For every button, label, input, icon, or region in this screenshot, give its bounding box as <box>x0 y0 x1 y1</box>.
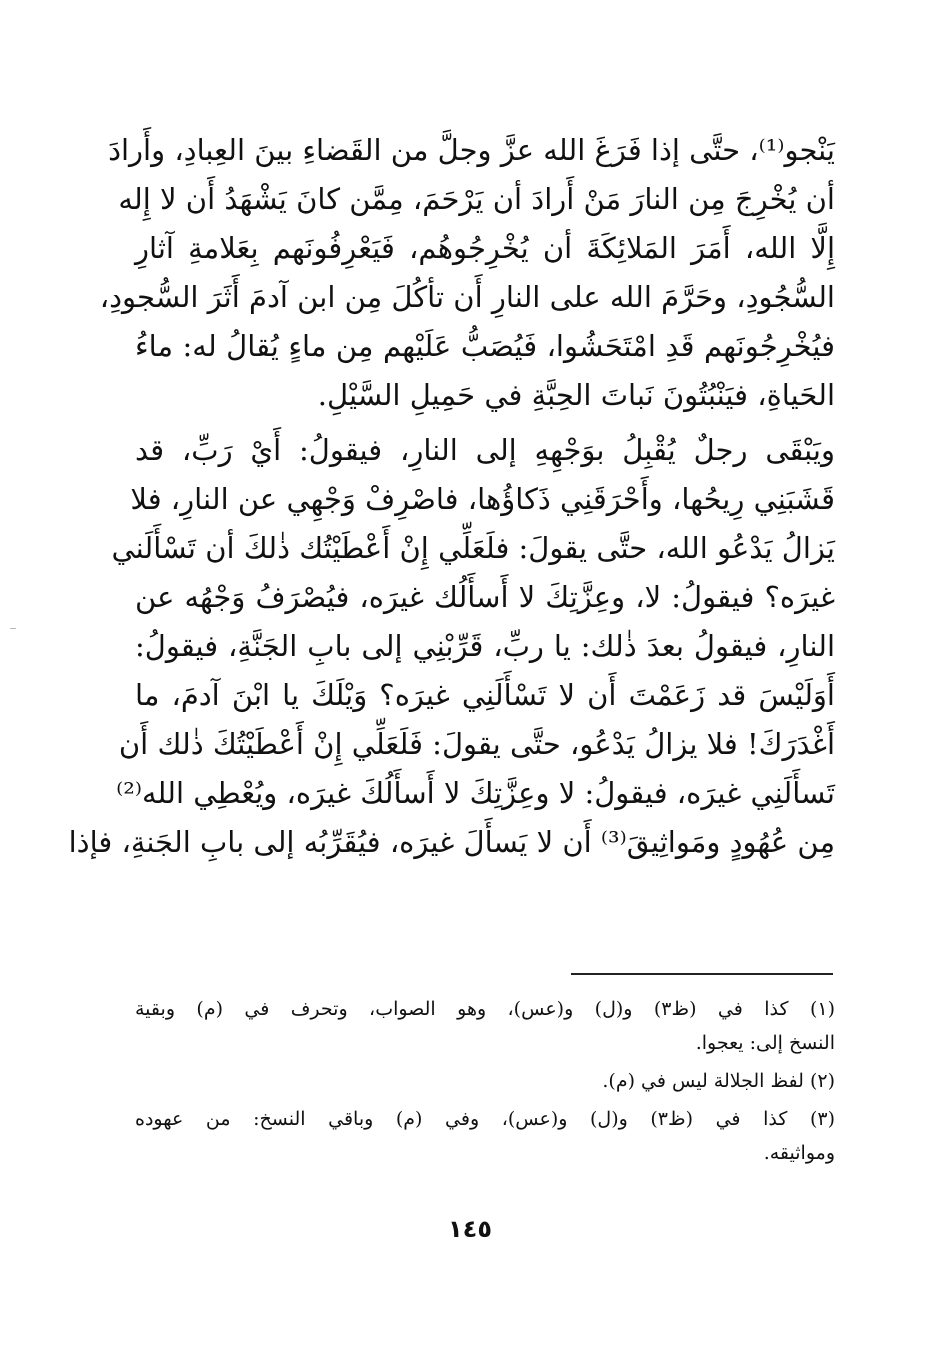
margin-mark <box>10 628 16 629</box>
text-line: تَسأَلَنِي غيرَه، فيقولُ: لا وعِزَّتِكَ لا أَسأَلُكَ غيرَه، ويُعْطِي الله⁽²⁾ <box>116 776 835 810</box>
footnote-line: (٢) لفظ الجلالة ليس في (م). <box>602 1070 835 1092</box>
text-line: يَزالُ يَدْعُو الله، حتَّى يقولَ: فلَعَلِّي إِنْ أَعْطَيْتُك ذٰلكَ أن تَسْأَلَني <box>111 531 835 565</box>
footnote-divider <box>571 973 833 975</box>
text-line: الحَياةِ، فيَنْبُتُونَ نَباتَ الحِبَّةِ في حَمِيلِ السَّيْلِ. <box>317 378 835 412</box>
paragraph-2 <box>68 426 835 867</box>
page-number: ١٤٥ <box>448 1215 492 1243</box>
text-line: ويَبْقَى رجلٌ يُقْبِلُ بوَجْهِهِ إلى النارِ، فيقولُ: أَيْ رَبِّ، قد <box>135 433 835 467</box>
text-line: مِن عُهُودٍ ومَواثِيقَ⁽³⁾ أَن لا يَسأَلَ غيرَه، فيُقَرِّبُه إلى بابِ الجَنةِ، فإذا <box>68 825 835 859</box>
text-line: فيُخْرِجُونَهم قَدِ امْتَحَشُوا، فَيُصَبُّ عَلَيْهم مِن ماءٍ يُقالُ له: ماءُ <box>135 329 835 363</box>
footnote-line: (٣) كذا في (ظ٣) و(ل) و(عس)، وفي (م) وباقي النسخ: من عهوده <box>135 1108 836 1130</box>
text-line: أَغْدَرَكَ! فلا يزالُ يَدْعُو، حتَّى يقولَ: فَلَعَلِّي إِنْ أَعْطَيْتُكَ ذٰلك أَن <box>118 727 835 761</box>
footnote-3 <box>135 1102 835 1170</box>
text-line: قَشَبَنِي رِيحُها، وأَحْرَقَنِي ذَكاؤُها، فاصْرِفْ وَجْهِي عن النارِ، فلا <box>130 482 835 516</box>
footnote-line: (١) كذا في (ظ٣) و(ل) و(عس)، وهو الصواب، وتحرف في (م) وبقية <box>135 998 836 1020</box>
footnote-1 <box>135 992 835 1060</box>
text-line: أَوَلَيْسَ قد زَعَمْتَ أَن لا تَسْأَلَنِي غيرَه؟ وَيْلَكَ يا ابْنَ آدمَ، ما <box>135 678 835 712</box>
paragraph-1 <box>99 126 835 420</box>
footnotes <box>135 992 835 1170</box>
text-line: غيرَه؟ فيقولُ: لا، وعِزَّتِكَ لا أَسأَلُك غيرَه، فيُصْرَفُ وَجْهُه عن <box>135 580 835 614</box>
footnote-line: ومواثيقه. <box>763 1142 835 1164</box>
text-line: النارِ، فيقولُ بعدَ ذٰلك: يا ربِّ، قَرِّبْنِي إلى بابِ الجَنَّةِ، فيقولُ: <box>135 629 835 663</box>
main-text <box>68 126 835 867</box>
text-line: أن يُخْرِجَ مِن النارَ مَنْ أَرادَ أن يَرْحَمَ، مِمَّن كانَ يَشْهَدُ أَن لا إِله <box>118 182 835 216</box>
footnote-2 <box>135 1064 835 1098</box>
text-line: إِلَّا الله، أَمَرَ المَلائِكَةَ أن يُخْرِجُوهُم، فَيَعْرِفُونَهم بِعَلامةِ آثارِ <box>135 231 835 265</box>
text-line: يَنْجو⁽¹⁾، حتَّى إذا فَرَغَ الله عزَّ وجلَّ من القَضاءِ بينَ العِبادِ، وأَرادَ <box>108 133 835 167</box>
footnote-line: النسخ إلى: يعجوا. <box>695 1032 835 1054</box>
text-line: السُّجُودِ، وحَرَّمَ الله على النارِ أَن تأكُلَ مِن ابن آدمَ أَثَرَ السُّجودِ، <box>99 280 835 314</box>
